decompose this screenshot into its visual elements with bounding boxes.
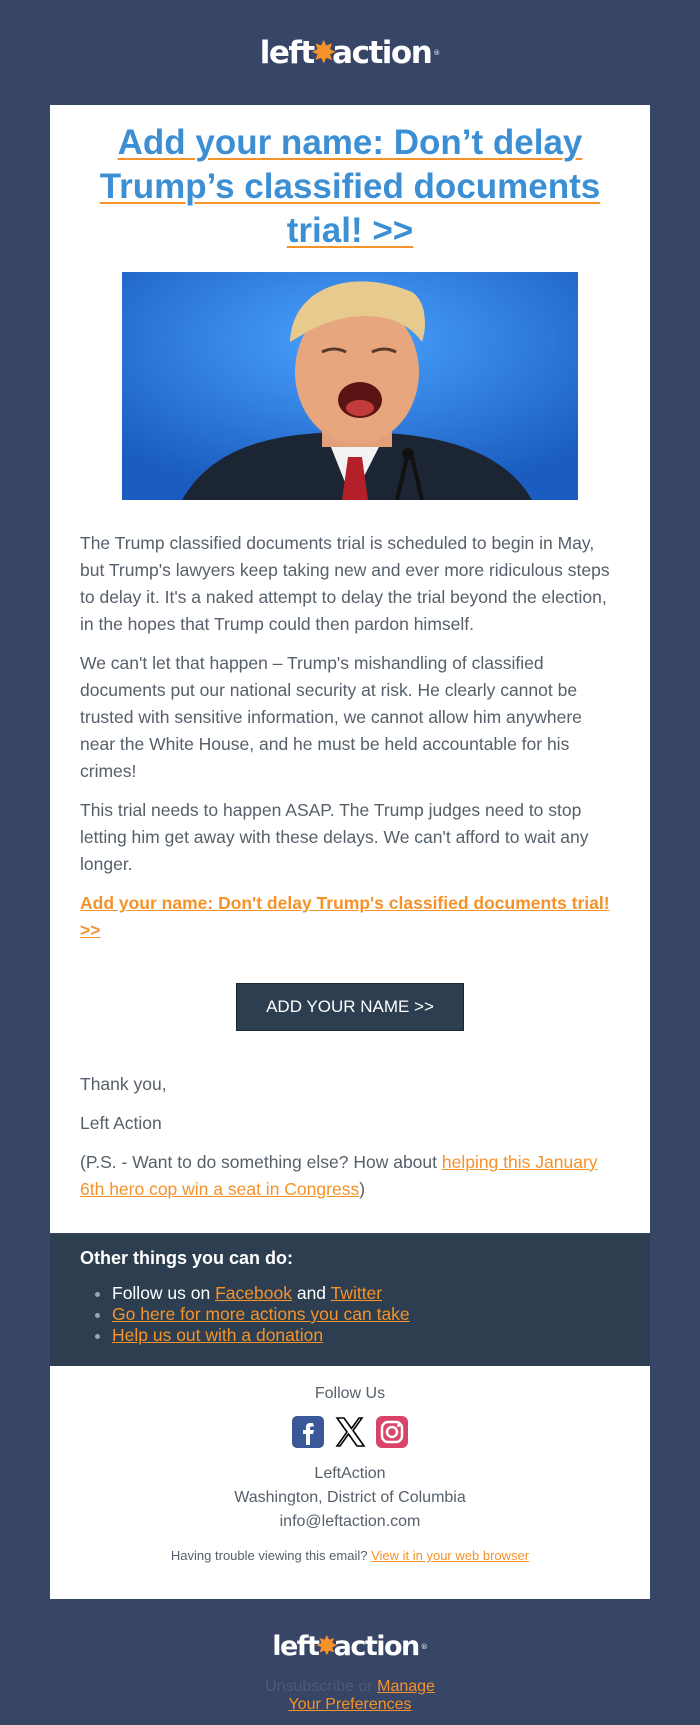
logo-star-icon: ✸ [315,1631,337,1662]
registered-mark: ® [420,1642,428,1651]
unsubscribe-line [0,1678,700,1714]
bottom-area [0,1599,700,1725]
signature: Left Action [80,1113,162,1133]
list-item [112,1304,650,1325]
instagram-icon[interactable] [376,1416,408,1448]
signoff [80,1071,620,1203]
unsubscribe-link[interactable]: Unsubscribe or [265,1678,378,1695]
view-online-line [50,1548,650,1563]
org-location: Washington, District of Columbia [234,1489,466,1506]
ps-prefix: (P.S. - Want to do something else? How about [80,1152,442,1172]
org-email: info@leftaction.com [279,1513,421,1530]
x-twitter-icon[interactable] [334,1416,366,1448]
ps-suffix: ) [359,1179,366,1199]
hero-image[interactable] [122,272,578,500]
logo-right-text: action [332,34,432,71]
org-name: LeftAction [314,1465,386,1482]
other-actions-panel [50,1234,650,1366]
bottom-logo-wrap [0,1631,700,1662]
paragraph-1: The Trump classified documents trial is scheduled to begin in May, but Trump's lawyers keep taking new and ever more ridiculous steps to delay it. It's a naked attempt to delay the trial beyond the election, in the hopes that Trump could then pardon himself. [80,533,610,634]
more-actions-link[interactable]: Go here for more actions you can take [112,1304,410,1324]
registered-mark: ® [433,48,441,57]
thanks-text: Thank you, [80,1074,167,1094]
twitter-link[interactable]: Twitter [330,1283,383,1303]
org-info [50,1462,650,1534]
hero-photo-illustration [122,272,578,500]
other-actions-list [50,1283,650,1346]
logo-star-icon: ✸ [310,34,336,71]
add-your-name-button[interactable]: ADD YOUR NAME >> [236,983,464,1031]
view-in-browser-link[interactable]: View it in your web browser [371,1548,530,1563]
facebook-link[interactable]: Facebook [215,1283,292,1303]
logo-left-text: left [272,1631,319,1662]
email-card [50,105,650,1233]
follow-prefix: Follow us on [112,1283,216,1303]
other-title: Other things you can do: [80,1248,294,1268]
manage-preferences-link-2[interactable]: Your Preferences [288,1696,412,1713]
leftaction-logo-bottom[interactable] [272,1631,428,1662]
paragraph-3: This trial needs to happen ASAP. The Trump judges need to stop letting him get away with these delays. We can't afford to wait any longer. [80,800,589,874]
ps-text [80,1149,620,1203]
leftaction-logo[interactable] [260,35,441,71]
trouble-prefix: Having trouble viewing this email? [170,1548,372,1563]
list-item [112,1283,650,1304]
header-logo-bar [0,0,700,105]
headline-link[interactable]: Add your name: Don’t delay Trump’s classified documents trial! >> [99,123,601,250]
body-text [80,530,620,944]
and-text: and [291,1283,331,1303]
social-icons [50,1416,650,1448]
logo-left-text: left [259,34,314,71]
ps-link[interactable]: helping this January 6th hero cop win a seat in Congress [80,1152,598,1199]
follow-us-label: Follow Us [314,1385,386,1402]
button-wrapper [50,983,650,1031]
donation-link[interactable]: Help us out with a donation [112,1325,324,1345]
facebook-icon[interactable] [292,1416,324,1448]
logo-right-text: action [333,1631,419,1662]
footer [50,1366,650,1599]
manage-preferences-link-1[interactable]: Manage [377,1678,435,1695]
list-item [112,1325,650,1346]
paragraph-2: We can't let that happen – Trump's mishandling of classified documents put our national security at risk. He clearly cannot be trusted with sensitive information, we cannot allow him anywhere near the White House, and he must be held accountable for his crimes! [80,653,582,781]
cta-text-link[interactable]: Add your name: Don't delay Trump's classified documents trial! >> [80,893,610,940]
